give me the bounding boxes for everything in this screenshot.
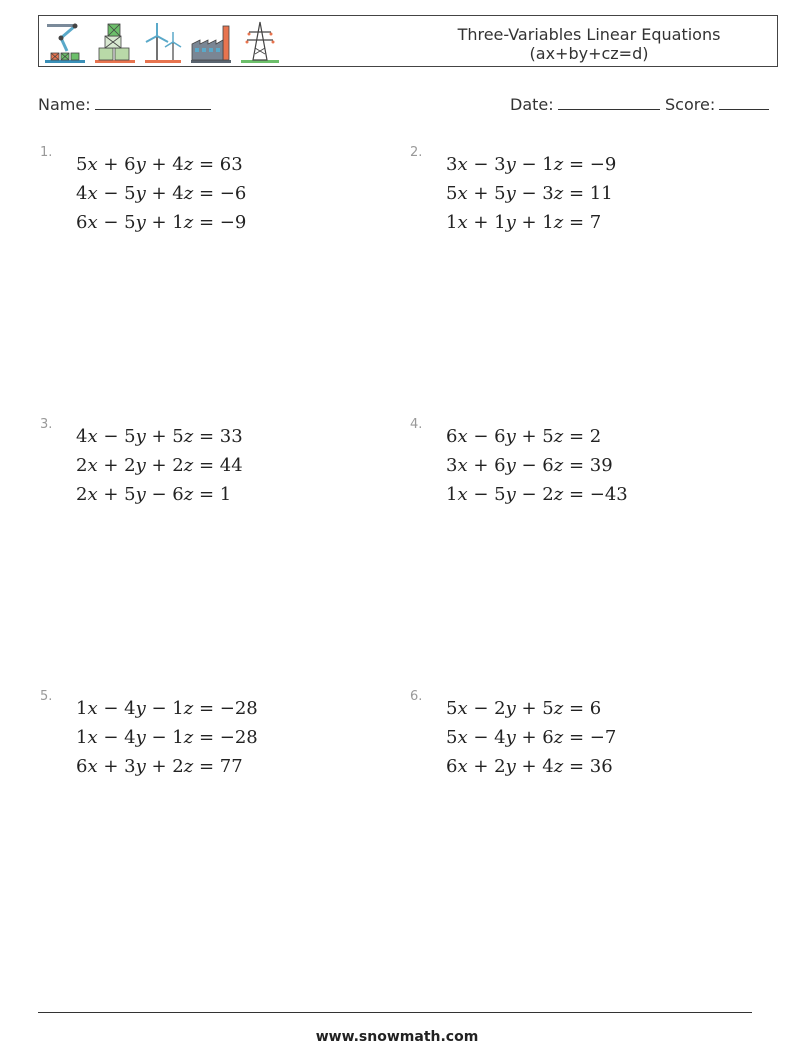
equation: 3x − 3y − 1z = −9	[446, 154, 617, 175]
problem-number: 4.	[410, 417, 423, 432]
equation: 6x + 2y + 4z = 36	[446, 756, 613, 777]
wind-turbines-icon	[143, 20, 183, 64]
problem-number: 6.	[410, 689, 423, 704]
equation: 6x − 6y + 5z = 2	[446, 426, 602, 447]
worksheet-title-block	[419, 25, 759, 63]
equation-list	[446, 150, 616, 237]
equation: 5x − 2y + 5z = 6	[446, 698, 602, 719]
equation: 6x + 3y + 2z = 77	[76, 756, 243, 777]
name-field	[38, 93, 211, 114]
factory-icon	[189, 20, 233, 64]
name-blank[interactable]	[95, 93, 211, 110]
footer-website[interactable]: www.snowmath.com	[315, 1029, 479, 1045]
cargo-boxes-icon	[93, 20, 137, 64]
problem-number: 1.	[40, 145, 53, 160]
date-label: Date:	[510, 95, 554, 114]
worksheet-title: Three-Variables Linear Equations	[457, 25, 721, 44]
equation-list	[446, 694, 616, 781]
power-tower-icon	[239, 20, 281, 64]
problem-number: 2.	[410, 145, 423, 160]
equation-list	[446, 422, 628, 509]
equation: 4x − 5y + 5z = 33	[76, 426, 243, 447]
equation: 6x − 5y + 1z = −9	[76, 212, 247, 233]
problem-number: 3.	[40, 417, 53, 432]
score-field	[665, 93, 769, 114]
header-icons	[43, 18, 281, 64]
equation: 5x + 6y + 4z = 63	[76, 154, 243, 175]
footer-divider	[38, 1012, 752, 1013]
equation: 1x − 4y − 1z = −28	[76, 727, 258, 748]
equation: 5x − 4y + 6z = −7	[446, 727, 617, 748]
score-label: Score:	[665, 95, 716, 114]
equation: 1x − 5y − 2z = −43	[446, 484, 628, 505]
equation: 2x + 5y − 6z = 1	[76, 484, 232, 505]
worksheet-header	[38, 15, 778, 67]
equation: 1x + 1y + 1z = 7	[446, 212, 602, 233]
equation: 2x + 2y + 2z = 44	[76, 455, 243, 476]
robot-arm-icon	[43, 20, 87, 64]
equation: 5x + 5y − 3z = 11	[446, 183, 613, 204]
equation-list	[76, 422, 243, 509]
name-label: Name:	[38, 95, 91, 114]
date-field	[510, 93, 660, 114]
equation: 3x + 6y − 6z = 39	[446, 455, 613, 476]
problem-number: 5.	[40, 689, 53, 704]
date-blank[interactable]	[558, 93, 660, 110]
equation-list	[76, 150, 246, 237]
equation: 1x − 4y − 1z = −28	[76, 698, 258, 719]
equation: 4x − 5y + 4z = −6	[76, 183, 247, 204]
equation-list	[76, 694, 258, 781]
score-blank[interactable]	[719, 93, 769, 110]
worksheet-subtitle: (ax+by+cz=d)	[529, 44, 649, 63]
